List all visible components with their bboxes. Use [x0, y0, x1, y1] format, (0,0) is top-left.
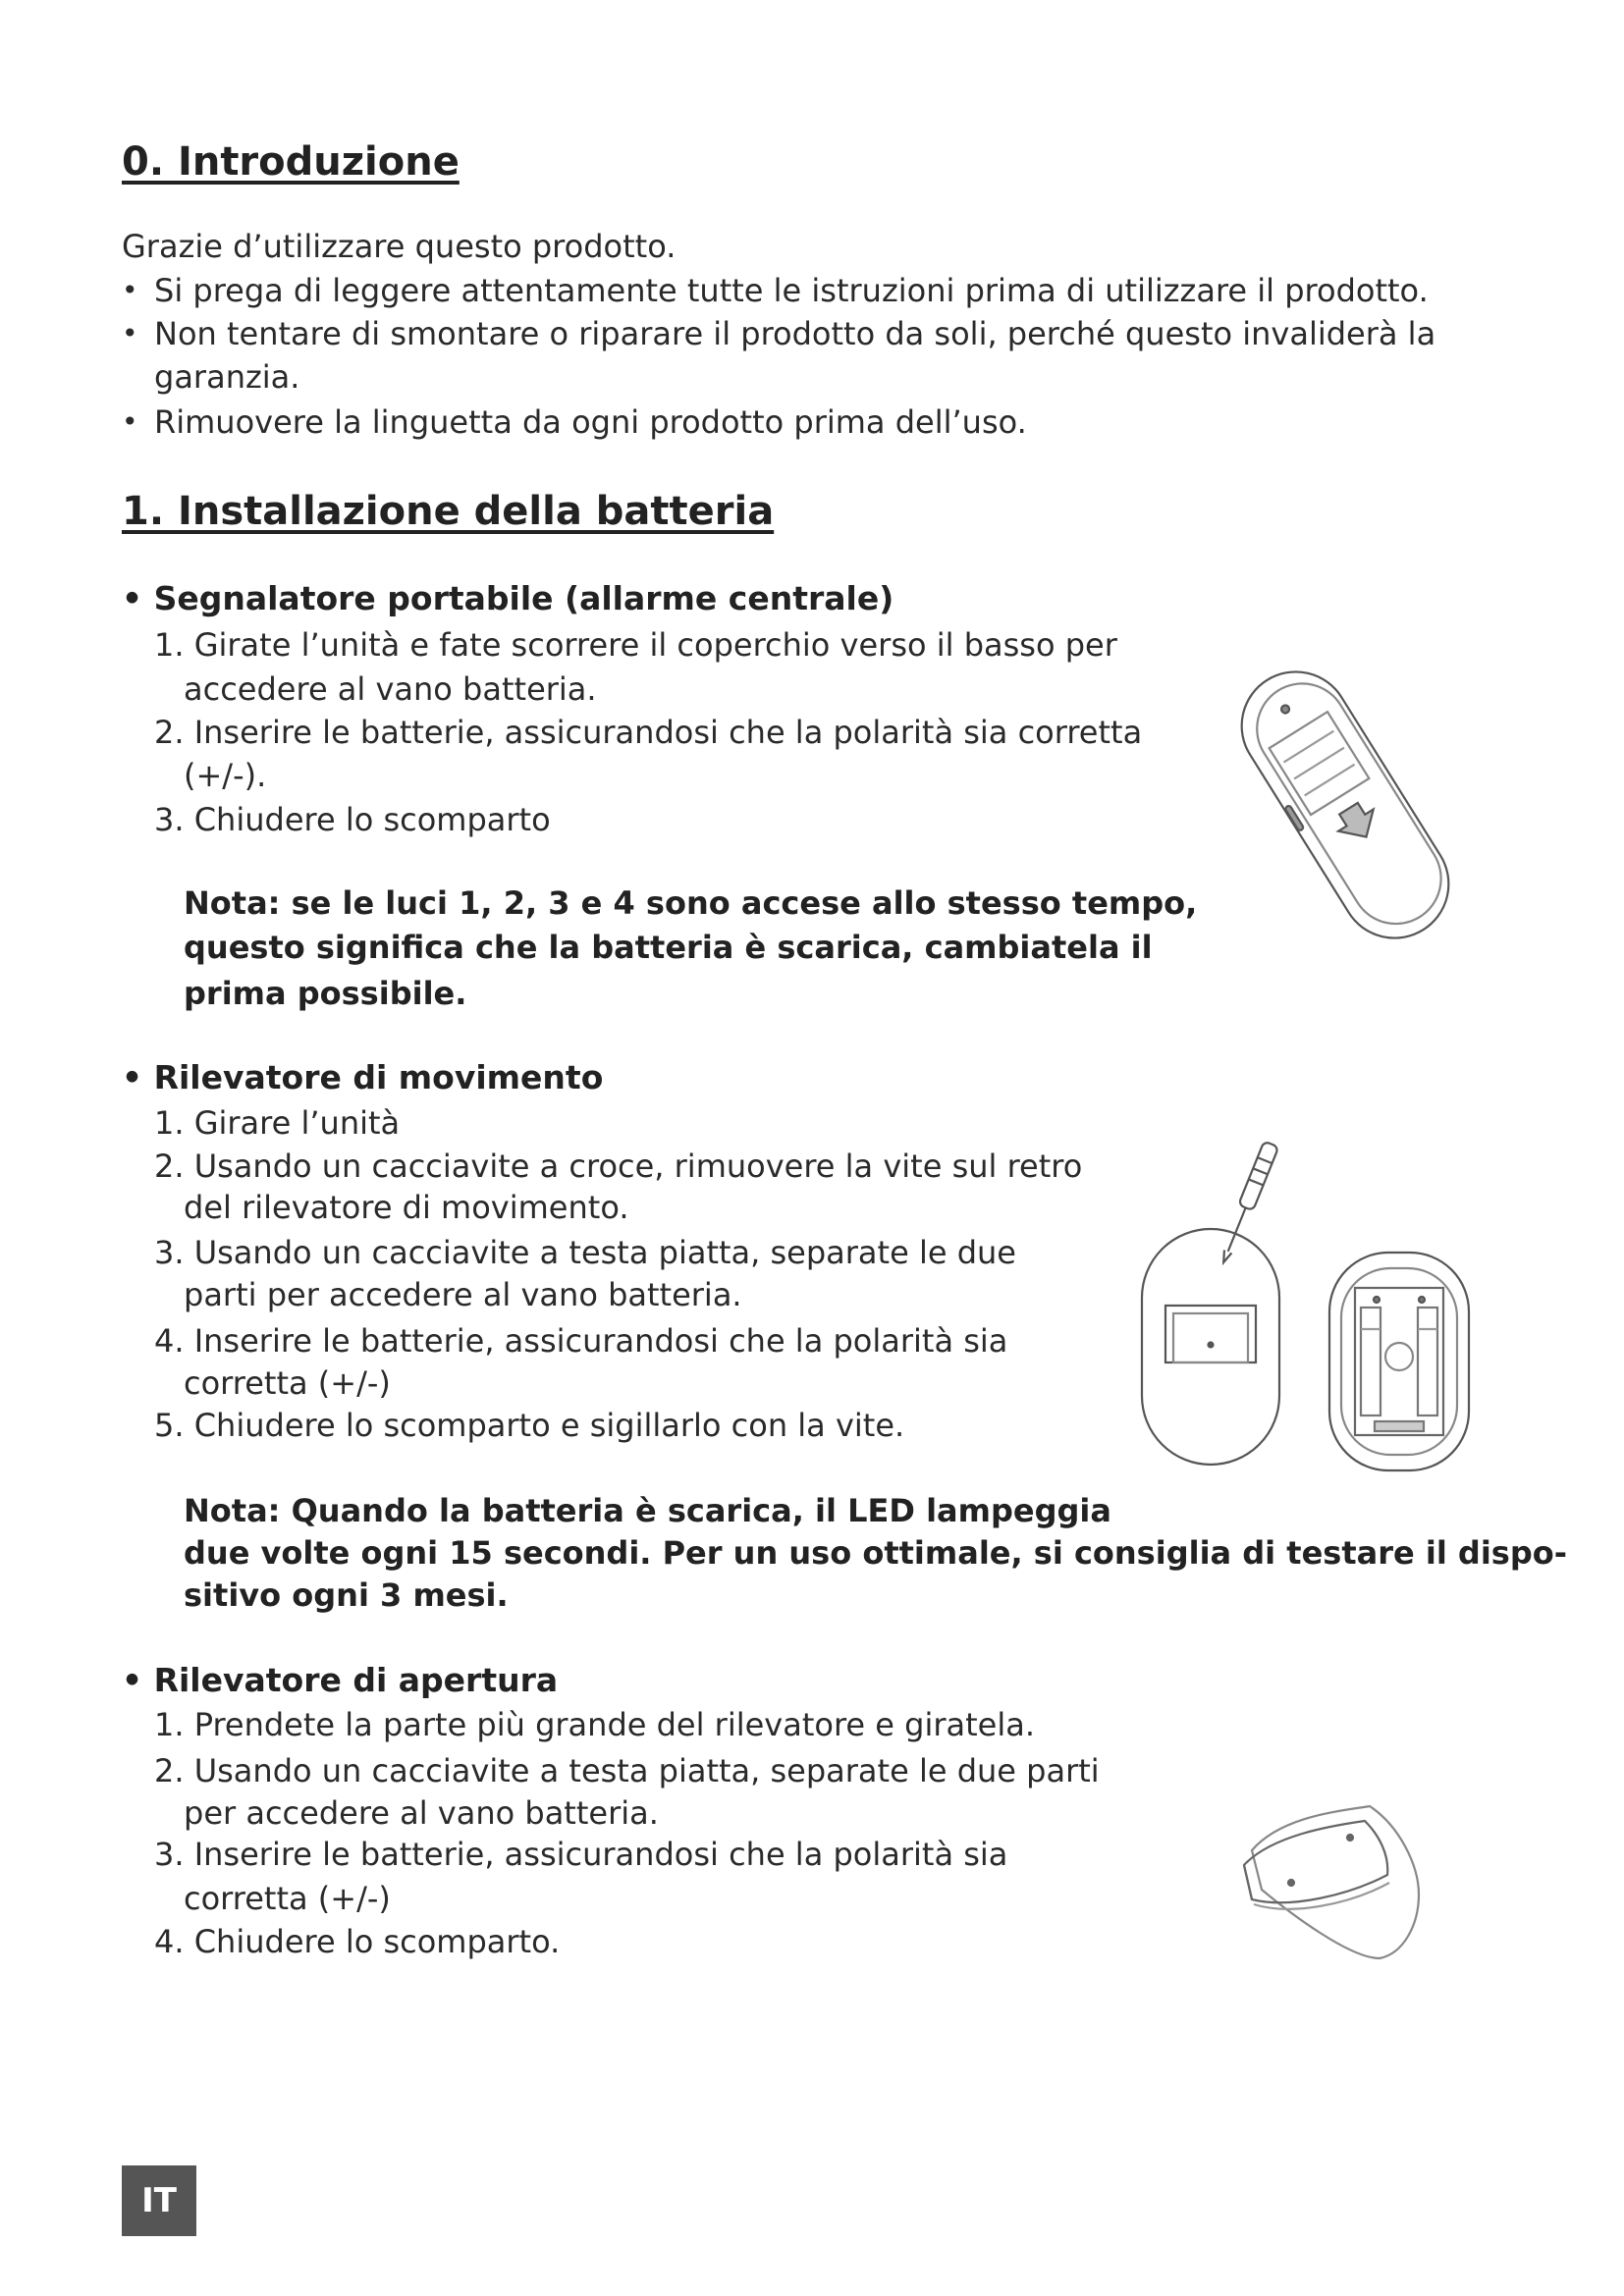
- contact-step-3: 3. Inserire le batterie, assicurandosi che la polarità sia: [154, 1836, 1008, 1873]
- pager-step-2: 2. Inserire le batterie, assicurandosi che la polarità sia corretta: [154, 714, 1143, 751]
- motion-step-4: 4. Inserire le batterie, assicurandosi che la polarità sia: [154, 1322, 1008, 1360]
- pager-note-line-3: prima possibile.: [184, 975, 467, 1012]
- pager-battery-illustration: [1198, 648, 1492, 962]
- motion-step-3-continued: parti per accedere al vano batteria.: [184, 1276, 742, 1313]
- contact-step-2-continued: per accedere al vano batteria.: [184, 1794, 659, 1832]
- pager-note-line-1: Nota: se le luci 1, 2, 3 e 4 sono accese allo stesso tempo,: [184, 884, 1198, 922]
- motion-note-line-3: sitivo ogni 3 mesi.: [184, 1576, 509, 1614]
- intro-bullet-2: • Non tentare di smontare o riparare il prodotto da soli, perché questo invaliderà la: [122, 315, 1436, 352]
- contact-title: • Rilevatore di apertura: [122, 1661, 559, 1699]
- motion-detector-open-illustration: [1326, 1249, 1473, 1474]
- motion-step-5: 5. Chiudere lo scomparto e sigillarlo con la vite.: [154, 1407, 905, 1444]
- motion-step-4-continued: corretta (+/-): [184, 1364, 391, 1402]
- pager-step-3: 3. Chiudere lo scomparto: [154, 801, 551, 838]
- motion-step-2: 2. Usando un cacciavite a croce, rimuovere la vite sul retro: [154, 1148, 1083, 1185]
- motion-note-line-2: due volte ogni 15 secondi. Per un uso ottimale, si consiglia di testare il dispo-: [184, 1534, 1568, 1572]
- language-badge: IT: [122, 2165, 196, 2236]
- contact-step-4: 4. Chiudere lo scomparto.: [154, 1923, 561, 1960]
- motion-step-2-continued: del rilevatore di movimento.: [184, 1189, 629, 1226]
- contact-step-3-continued: corretta (+/-): [184, 1880, 391, 1917]
- motion-title: • Rilevatore di movimento: [122, 1058, 604, 1096]
- motion-detector-screw-illustration: [1134, 1139, 1301, 1472]
- motion-step-3: 3. Usando un cacciavite a testa piatta, separate le due: [154, 1234, 1016, 1271]
- battery-heading: 1. Installazione della batteria: [122, 489, 775, 534]
- intro-bullet-3: • Rimuovere la linguetta da ogni prodotto prima dell’uso.: [122, 403, 1027, 441]
- contact-sensor-illustration: [1232, 1796, 1429, 1968]
- intro-heading: 0. Introduzione: [122, 139, 460, 185]
- pager-step-1: 1. Girate l’unità e fate scorrere il coperchio verso il basso per: [154, 626, 1117, 664]
- pager-step-1-continued: accedere al vano batteria.: [184, 670, 597, 708]
- contact-step-2: 2. Usando un cacciavite a testa piatta, separate le due parti: [154, 1752, 1100, 1789]
- contact-step-1: 1. Prendete la parte più grande del rilevatore e giratela.: [154, 1706, 1036, 1743]
- intro-bullet-2-continued: garanzia.: [154, 358, 300, 396]
- pager-title: • Segnalatore portabile (allarme centrale): [122, 579, 894, 617]
- motion-note-line-1: Nota: Quando la batteria è scarica, il LED lampeggia: [184, 1492, 1111, 1529]
- motion-step-1: 1. Girare l’unità: [154, 1104, 401, 1142]
- pager-note-line-2: questo significa che la batteria è scarica, cambiatela il: [184, 929, 1153, 966]
- intro-lead: Grazie d’utilizzare questo prodotto.: [122, 228, 677, 265]
- pager-step-2-continued: (+/-).: [184, 757, 267, 794]
- intro-bullet-1: • Si prega di leggere attentamente tutte le istruzioni prima di utilizzare il prodotto.: [122, 272, 1429, 309]
